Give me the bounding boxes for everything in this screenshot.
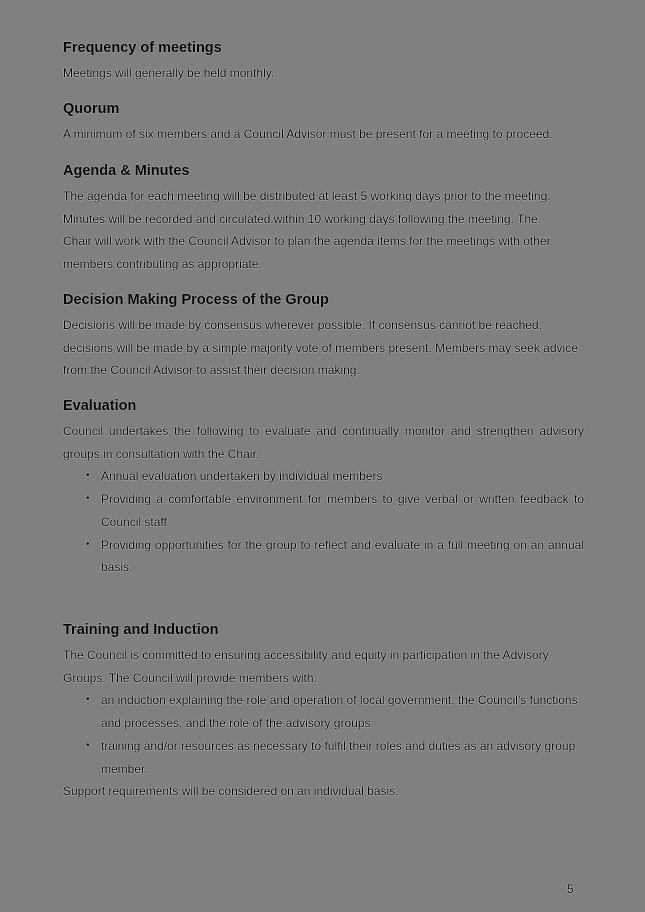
section-decision-making bbox=[63, 290, 584, 382]
section-heading: Evaluation bbox=[63, 398, 137, 414]
training-bullet-list bbox=[63, 689, 584, 780]
list-item bbox=[63, 735, 584, 780]
list-item-text: Providing a comfortable environment for members to give verbal or written feedback to Council staff bbox=[101, 492, 584, 529]
bullet-icon: • bbox=[86, 739, 90, 751]
section-agenda-minutes bbox=[63, 161, 584, 276]
section-heading: Quorum bbox=[63, 101, 120, 117]
list-item bbox=[63, 465, 584, 488]
bullet-icon: • bbox=[86, 470, 90, 482]
section-evaluation bbox=[63, 396, 584, 579]
section-paragraph: Decisions will be made by consensus wherever possible. If consensus cannot be reached, decisions will be made by a simple majority vote of members present. Members may seek advice from the Council Advisor to assist their decision making. bbox=[63, 318, 578, 378]
section-paragraph: Meetings will generally be held monthly. bbox=[63, 66, 275, 80]
list-item-text: Annual evaluation undertaken by individual members bbox=[101, 469, 383, 484]
bullet-icon: • bbox=[86, 538, 90, 550]
section-paragraph: A minimum of six members and a Council Advisor must be present for a meeting to proceed. bbox=[63, 127, 553, 141]
list-item-text: training and/or resources as necessary to fulfil their roles and duties as an advisory group member. bbox=[101, 738, 576, 776]
section-heading: Decision Making Process of the Group bbox=[63, 292, 329, 308]
section-heading: Agenda & Minutes bbox=[63, 163, 190, 179]
list-item-text: Providing opportunities for the group to reflect and evaluate in a full meeting on an annual basis. bbox=[101, 537, 584, 575]
bullet-icon: • bbox=[86, 493, 90, 505]
list-item bbox=[63, 689, 584, 734]
evaluation-bullet-list bbox=[63, 465, 584, 579]
section-heading: Training and Induction bbox=[63, 622, 219, 638]
list-item bbox=[63, 534, 584, 579]
section-training-induction bbox=[63, 620, 584, 803]
section-paragraph: The Council is committed to ensuring accessibility and equity in participation in the Advisory Groups. The Council will provide members with: bbox=[63, 648, 549, 685]
closing-paragraph: Support requirements will be considered on an individual basis. bbox=[63, 784, 399, 799]
section-frequency-of-meetings bbox=[63, 38, 584, 85]
list-item-text: an induction explaining the role and operation of local government, the Council's functions and processes, and the role of the advisory groups bbox=[101, 693, 578, 731]
section-paragraph: The agenda for each meeting will be distributed at least 5 working days prior to the meeting. Minutes will be recorded and circulated within 10 working days following the meeting. The Chair will work with the Council Advisor to plan the agenda items for the meetings with other members contributing as appropriate. bbox=[63, 189, 551, 272]
list-item bbox=[63, 488, 584, 533]
page-number: 5 bbox=[567, 882, 574, 896]
section-paragraph: Council undertakes the following to evaluate and continually monitor and strengthen advisory groups in consultation with the Chair: bbox=[63, 424, 584, 461]
section-heading: Frequency of meetings bbox=[63, 40, 222, 56]
section-quorum bbox=[63, 99, 584, 146]
bullet-icon: • bbox=[86, 694, 90, 706]
